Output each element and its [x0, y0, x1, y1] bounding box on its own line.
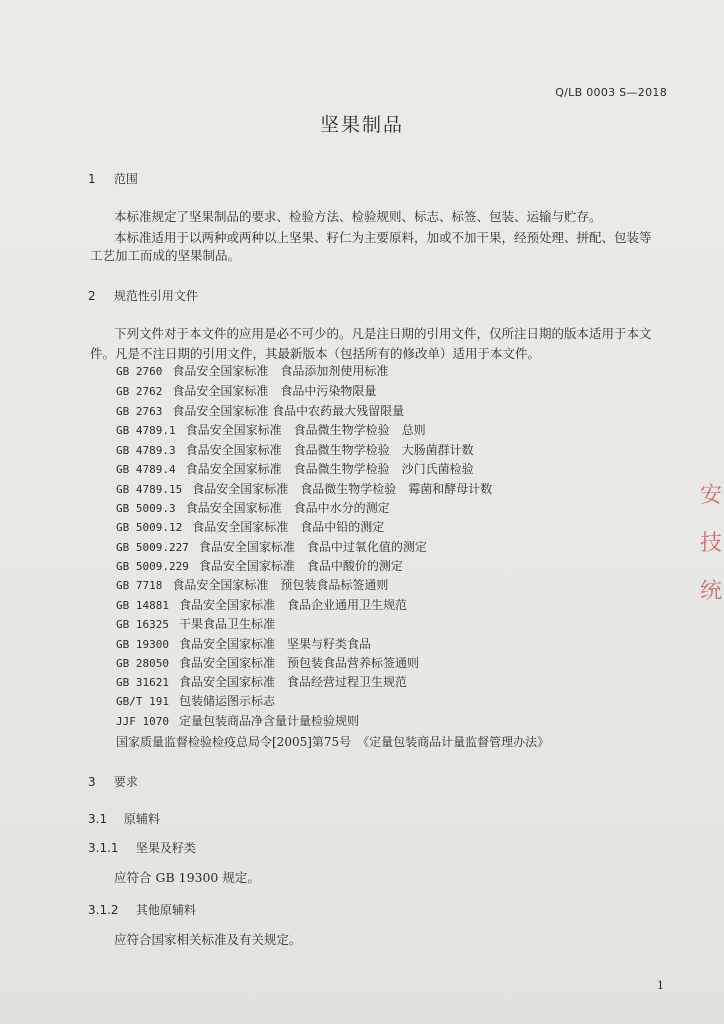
- reference-code: GB 4789.4: [116, 463, 176, 476]
- reference-code: GB 2763: [116, 405, 163, 418]
- reference-item: [116, 576, 388, 593]
- reference-title: 食品安全国家标准 食品企业通用卫生规范: [178, 598, 407, 612]
- paragraph: 工艺加工而成的坚果制品。: [90, 248, 241, 263]
- paragraph: 下列文件对于本文件的应用是必不可少的。凡是注日期的引用文件，仅所注日期的版本适用于本文: [114, 326, 652, 341]
- reference-code: GB 28050: [116, 657, 169, 670]
- reference-title: 食品安全国家标准 食品微生物学检验 霉菌和酵母计数: [192, 482, 493, 496]
- reference-item: [116, 635, 371, 652]
- reference-code: GB 14881: [116, 599, 169, 612]
- reference-title: 干果食品卫生标准: [178, 617, 275, 631]
- paragraph: 本标准规定了坚果制品的要求、检验方法、检验规则、标志、标签、包装、运输与贮存。: [114, 209, 602, 224]
- reference-code: GB 5009.3: [116, 502, 176, 515]
- reference-item: [116, 460, 474, 477]
- reference-item: [116, 712, 359, 729]
- reference-title: 包装储运图示标志: [178, 694, 275, 708]
- reference-item: [116, 518, 384, 535]
- section-2-heading: [88, 287, 198, 304]
- reference-title: 食品安全国家标准 食品微生物学检验 大肠菌群计数: [185, 443, 474, 457]
- paragraph: 件。凡是不注日期的引用文件，其最新版本（包括所有的修改单）适用于本文件。: [90, 346, 541, 361]
- reference-code: GB 7718: [116, 579, 163, 592]
- reference-code: GB 2760: [116, 365, 163, 378]
- reference-item: [116, 673, 407, 690]
- reference-item: [116, 557, 403, 574]
- reference-title: 食品安全国家标准 预包装食品标签通则: [172, 578, 389, 592]
- section-title: 范围: [113, 172, 138, 186]
- subsection-3-1-2-heading: [88, 901, 196, 918]
- section-title: 其他原辅料: [135, 903, 196, 917]
- reference-code: GB 5009.227: [116, 541, 189, 554]
- section-number: 3.1.1: [88, 841, 119, 855]
- reference-title: 食品安全国家标准 食品中酸价的测定: [198, 559, 403, 573]
- reference-code: GB 5009.12: [116, 521, 183, 534]
- reference-item: [116, 402, 404, 419]
- section-number: 3.1: [88, 812, 108, 826]
- document-title: 坚果制品: [319, 114, 404, 136]
- reference-item: [116, 692, 275, 709]
- reference-code: GB 4789.15: [116, 483, 183, 496]
- reference-code: GB/T 191: [116, 695, 169, 708]
- reference-title: 食品安全国家标准 坚果与籽类食品: [178, 637, 371, 651]
- reference-title: 食品安全国家标准 食品微生物学检验 沙门氏菌检验: [185, 462, 474, 476]
- reference-item: [116, 362, 388, 379]
- subsection-3-1-1-heading: [88, 839, 196, 856]
- reference-item: [116, 421, 426, 438]
- reference-item: [116, 615, 275, 632]
- reference-title: 食品安全国家标准 食品添加剂使用标准: [172, 364, 389, 378]
- section-number: 2: [88, 289, 96, 303]
- section-1-heading: [88, 170, 138, 187]
- reference-code: GB 19300: [116, 638, 169, 651]
- seal-stamp-char: 技: [700, 531, 723, 556]
- reference-code: GB 4789.1: [116, 424, 176, 437]
- reference-item: [116, 480, 492, 497]
- reference-code: GB 4789.3: [116, 444, 176, 457]
- seal-stamp-char: 统: [700, 579, 723, 604]
- reference-item: [116, 538, 427, 555]
- paragraph: 应符合 GB 19300 规定。: [114, 870, 260, 885]
- document-code: Q/LB 0003 S—2018: [555, 86, 667, 99]
- reference-code: GB 5009.229: [116, 560, 189, 573]
- reference-item: [116, 499, 390, 516]
- section-number: 1: [88, 172, 96, 186]
- section-title: 坚果及籽类: [135, 841, 196, 855]
- reference-title: 食品安全国家标准 预包装食品营养标签通则: [178, 656, 419, 670]
- reference-item: [116, 596, 407, 613]
- reference-code: GB 31621: [116, 676, 169, 689]
- reference-title: 定量包装商品净含量计量检验规则: [178, 714, 359, 728]
- reference-item: [116, 654, 419, 671]
- reference-code: GB 16325: [116, 618, 169, 631]
- paragraph: 本标准适用于以两种或两种以上坚果、籽仁为主要原料，加或不加干果，经预处理、拼配、包装等: [114, 230, 652, 245]
- reference-title: 食品安全国家标准 食品中过氧化值的测定: [198, 540, 427, 554]
- section-title: 规范性引用文件: [113, 289, 198, 303]
- reference-title: 食品安全国家标准 食品微生物学检验 总则: [185, 423, 426, 437]
- reference-item: [116, 441, 474, 458]
- reference-item: [116, 382, 376, 399]
- subsection-3-1-heading: [88, 810, 160, 827]
- reference-item: 国家质量监督检验检疫总局令[2005]第75号 《定量包装商品计量监督管理办法》: [116, 735, 550, 749]
- reference-code: JJF 1070: [116, 715, 169, 728]
- section-number: 3.1.2: [88, 903, 119, 917]
- seal-stamp-char: 安: [700, 483, 723, 508]
- reference-title: 食品安全国家标准 食品中水分的测定: [185, 501, 390, 515]
- section-title: 要求: [113, 775, 138, 789]
- section-title: 原辅料: [123, 812, 160, 826]
- reference-title: 食品安全国家标准 食品中污染物限量: [172, 384, 377, 398]
- reference-title: 食品安全国家标准 食品经营过程卫生规范: [178, 675, 407, 689]
- reference-title: 食品安全国家标准 食品中铅的测定: [192, 520, 385, 534]
- page-number: 1: [657, 979, 664, 992]
- section-3-heading: [88, 773, 138, 790]
- reference-code: GB 2762: [116, 385, 163, 398]
- paragraph: 应符合国家相关标准及有关规定。: [114, 932, 302, 947]
- reference-title: 食品安全国家标准 食品中农药最大残留限量: [172, 404, 405, 418]
- section-number: 3: [88, 775, 96, 789]
